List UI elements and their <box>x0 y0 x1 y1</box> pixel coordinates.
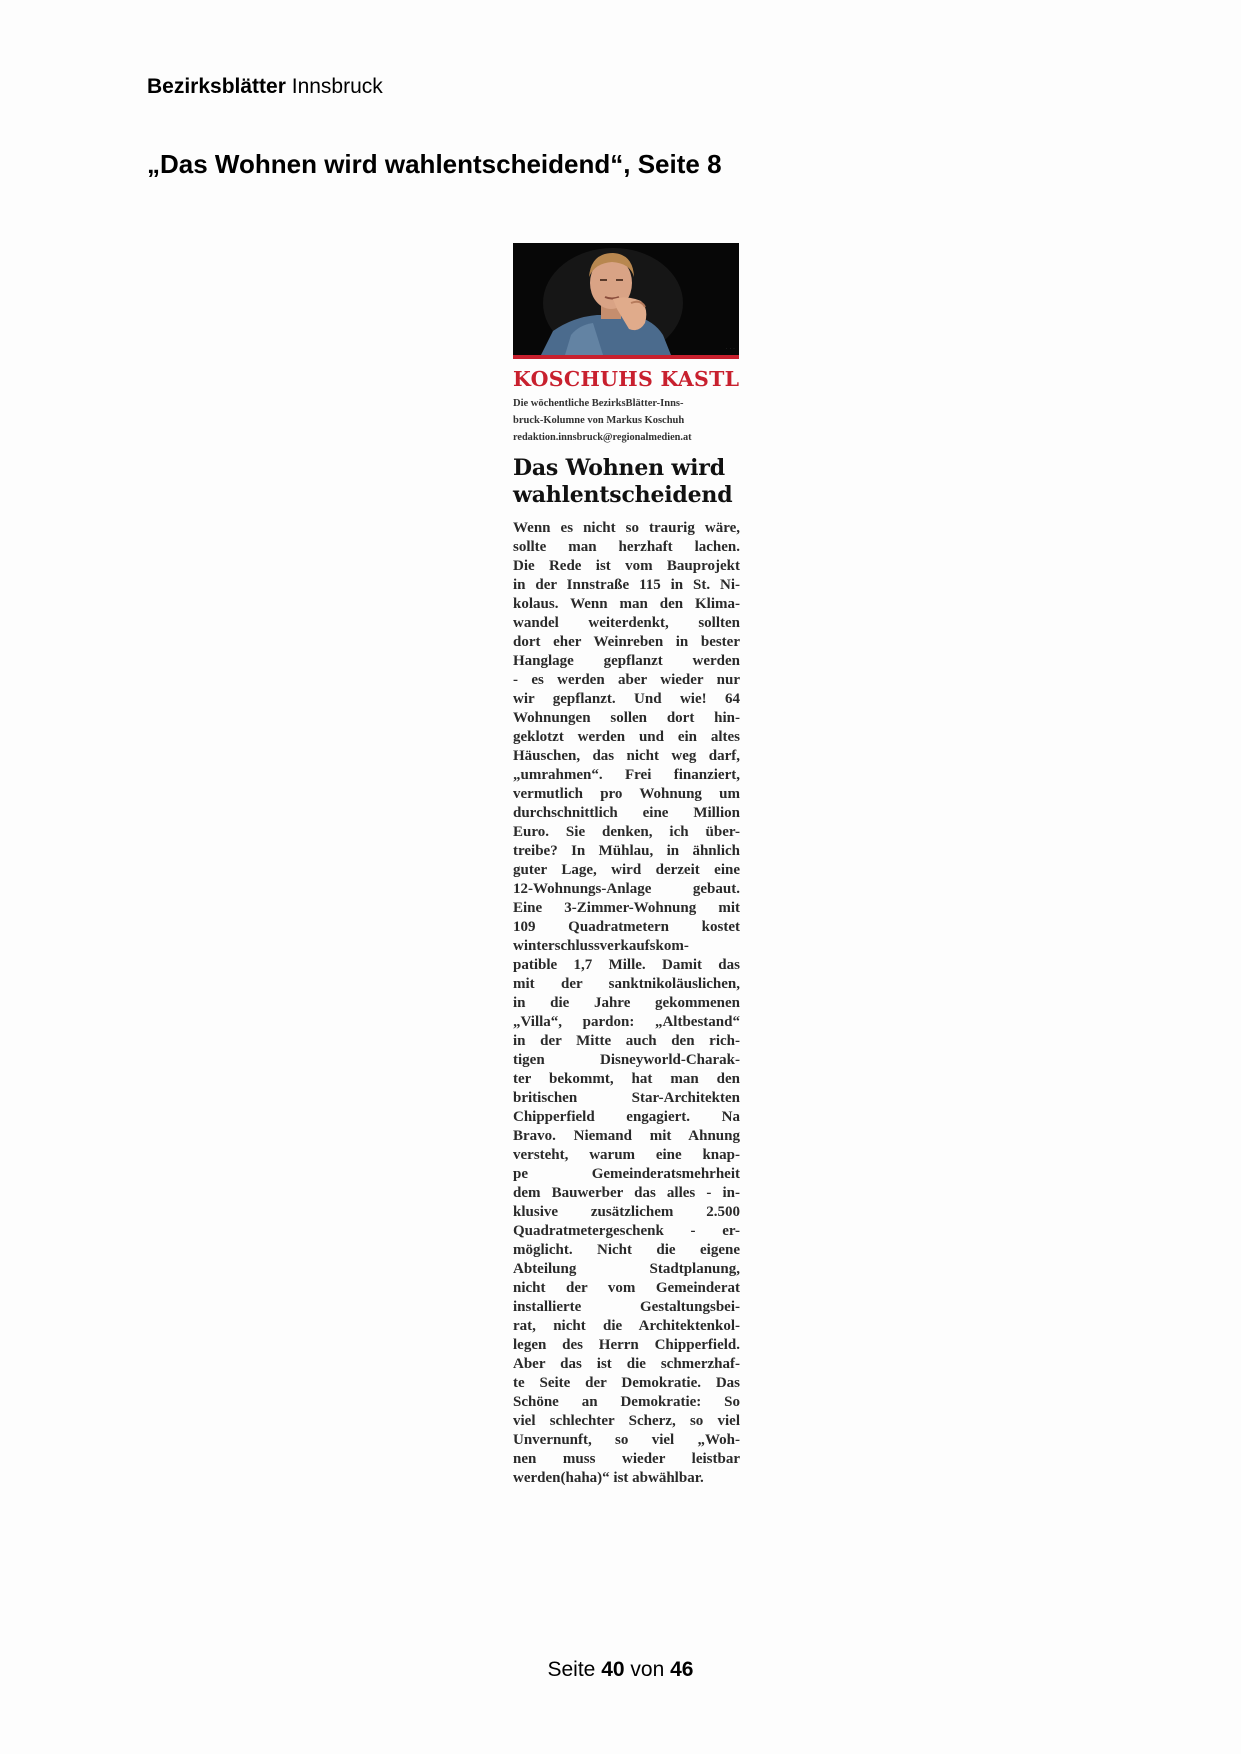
body-line: Wohnungen sollen dort hin- <box>513 710 740 726</box>
body-line: patible 1,7 Mille. Damit das <box>513 957 740 973</box>
body-line: wir gepflanzt. Und wie! 64 <box>513 691 740 707</box>
body-line: möglicht. Nicht die eigene <box>513 1242 740 1258</box>
headline-line: Das Wohnen wird <box>513 455 725 481</box>
body-line: werden(haha)“ ist abwählbar. <box>513 1470 704 1486</box>
body-line: versteht, warum eine knap- <box>513 1147 740 1163</box>
article-body <box>513 519 740 1488</box>
body-line: guter Lage, wird derzeit eine <box>513 862 740 878</box>
page-of-label: von <box>630 1658 665 1681</box>
body-line: in der Innstraße 115 in St. Ni- <box>513 577 740 593</box>
body-line: Abteilung Stadtplanung, <box>513 1261 740 1277</box>
body-line: dort eher Weinreben in bester <box>513 634 740 650</box>
contact-email: redaktion.innsbruck@regionalmedien.at <box>513 432 692 443</box>
body-line: treibe? In Mühlau, in ähnlich <box>513 843 740 859</box>
author-photo <box>513 243 739 359</box>
body-line: dem Bauwerber das alles - in- <box>513 1185 740 1201</box>
page-label: Seite <box>547 1658 596 1681</box>
column-info <box>513 395 740 429</box>
body-line: 109 Quadratmetern kostet <box>513 919 740 935</box>
body-line: te Seite der Demokratie. Das <box>513 1375 740 1391</box>
body-line: nicht der vom Gemeinderat <box>513 1280 740 1296</box>
photo-credit: · · · <box>725 346 735 352</box>
body-line: britischen Star-Architekten <box>513 1090 740 1106</box>
column-info-line: Die wöchentliche BezirksBlätter-Inns- <box>513 398 684 409</box>
body-line: Wenn es nicht so traurig wäre, <box>513 520 740 536</box>
body-line: ter bekommt, hat man den <box>513 1071 740 1087</box>
headline-line: wahlentscheidend <box>513 482 733 508</box>
body-line: Bravo. Niemand mit Ahnung <box>513 1128 740 1144</box>
body-line: legen des Herrn Chipperfield. <box>513 1337 740 1353</box>
publication-name: Bezirksblätter <box>147 75 286 98</box>
body-line: klusive zusätzlichem 2.500 <box>513 1204 740 1220</box>
author-photo-image <box>513 243 739 355</box>
body-line: geklotzt werden und ein altes <box>513 729 740 745</box>
body-line: - es werden aber wieder nur <box>513 672 740 688</box>
body-line: „umrahmen“. Frei finanziert, <box>513 767 740 783</box>
article-reference-title: „Das Wohnen wird wahlentscheidend“, Seite 8 <box>147 149 722 179</box>
body-line: „Villa“, pardon: „Altbestand“ <box>513 1014 740 1030</box>
body-line: nen muss wieder leistbar <box>513 1451 740 1467</box>
body-line: sollte man herzhaft lachen. <box>513 539 740 555</box>
body-line: pe Gemeinderatsmehrheit <box>513 1166 740 1182</box>
body-line: mit der sanktnikoläuslichen, <box>513 976 740 992</box>
body-line: Euro. Sie denken, ich über- <box>513 824 740 840</box>
body-line: kolaus. Wenn man den Klima- <box>513 596 740 612</box>
current-page: 40 <box>601 1658 625 1681</box>
body-line: wandel weiterdenkt, sollten <box>513 615 740 631</box>
page-footer <box>0 1657 1241 1683</box>
body-line: vermutlich pro Wohnung um <box>513 786 740 802</box>
body-line: Unvernunft, so viel „Woh- <box>513 1432 740 1448</box>
total-pages: 46 <box>670 1658 694 1681</box>
body-line: in der Mitte auch den rich- <box>513 1033 740 1049</box>
article-headline <box>513 455 740 509</box>
body-line: Schöne an Demokratie: So <box>513 1394 740 1410</box>
body-line: Hanglage gepflanzt werden <box>513 653 740 669</box>
body-line: Eine 3-Zimmer-Wohnung mit <box>513 900 740 916</box>
column-title: KOSCHUHS KASTL <box>513 367 740 391</box>
body-line: durchschnittlich eine Million <box>513 805 740 821</box>
body-line: Aber das ist die schmerzhaf- <box>513 1356 740 1372</box>
body-line: tigen Disneyworld-Charak- <box>513 1052 740 1068</box>
body-line: winterschlussverkaufskom- <box>513 938 689 954</box>
body-line: rat, nicht die Architektenkol- <box>513 1318 740 1334</box>
column-info-line: bruck-Kolumne von Markus Koschuh <box>513 415 685 426</box>
body-line: installierte Gestaltungsbei- <box>513 1299 740 1315</box>
body-line: Quadratmetergeschenk - er- <box>513 1223 740 1239</box>
body-line: Die Rede ist vom Bauprojekt <box>513 558 740 574</box>
body-line: viel schlechter Scherz, so viel <box>513 1413 740 1429</box>
body-line: Häuschen, das nicht weg darf, <box>513 748 740 764</box>
body-line: Chipperfield engagiert. Na <box>513 1109 740 1125</box>
document-header <box>147 74 383 100</box>
publication-region: Innsbruck <box>291 75 383 98</box>
body-line: 12-Wohnungs-Anlage gebaut. <box>513 881 740 897</box>
body-line: in die Jahre gekommenen <box>513 995 740 1011</box>
newspaper-clipping <box>513 243 740 1488</box>
